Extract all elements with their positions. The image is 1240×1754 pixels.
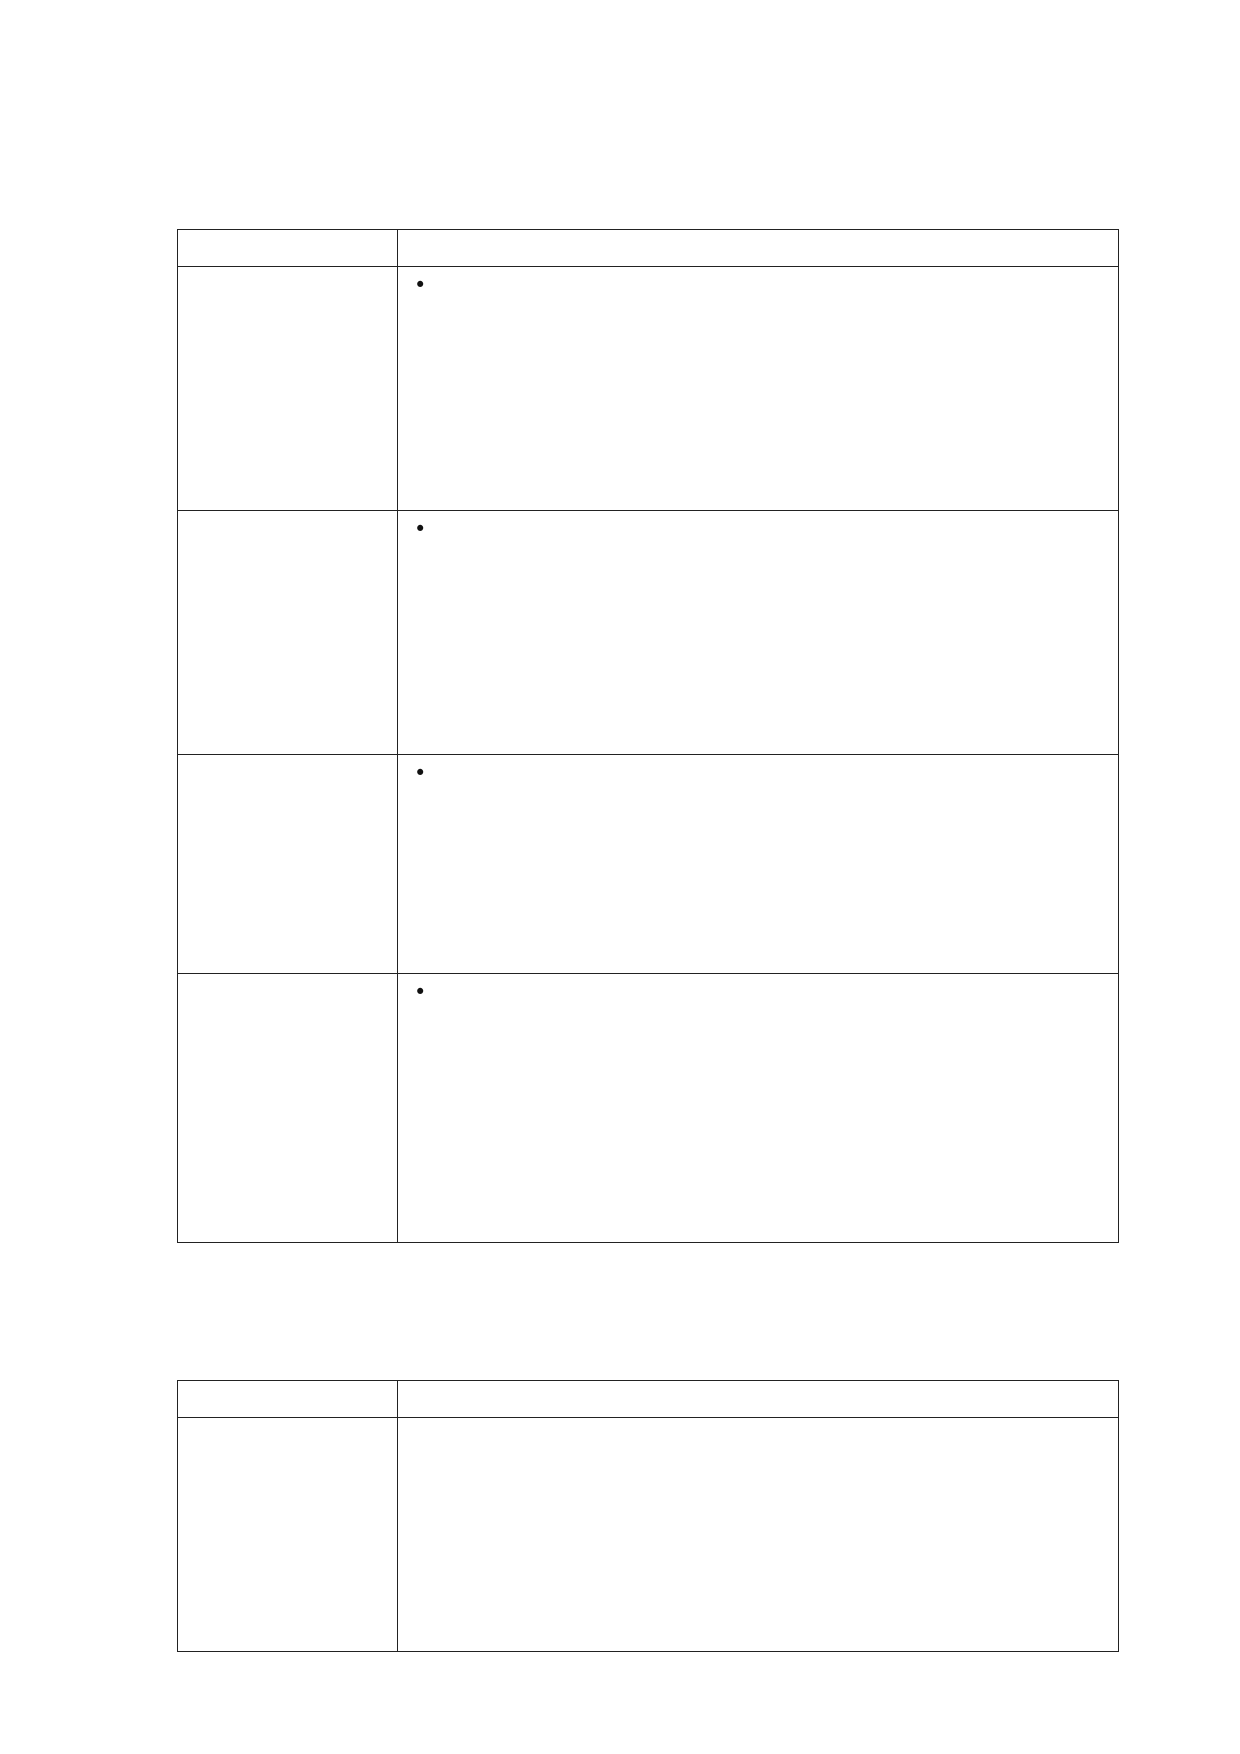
level-description [398,974,1119,1243]
table-row [178,755,1119,974]
application-ability-table [177,1380,1119,1652]
description-text [440,755,1106,792]
level-label [178,974,398,1243]
table-row [178,974,1119,1243]
bullet-icon: • [414,273,427,297]
bullet-icon: • [414,761,427,785]
bullet-icon: • [414,517,427,541]
description-text [440,511,1106,548]
level-description [398,1418,1119,1652]
header-description [398,1381,1119,1418]
level-description [398,511,1119,755]
description-text [440,974,1106,1011]
calculation-ability-table [177,229,1119,1243]
table-header-row [178,230,1119,267]
level-description [398,267,1119,511]
table-row [178,1418,1119,1652]
table-header-row [178,1381,1119,1418]
level-description [398,755,1119,974]
table-row [178,267,1119,511]
header-description [398,230,1119,267]
description-text [440,267,1106,304]
table-row [178,511,1119,755]
header-level [178,230,398,267]
level-label [178,1418,398,1652]
level-label [178,267,398,511]
level-label [178,511,398,755]
level-label [178,755,398,974]
bullet-icon: • [414,980,427,1004]
header-level [178,1381,398,1418]
